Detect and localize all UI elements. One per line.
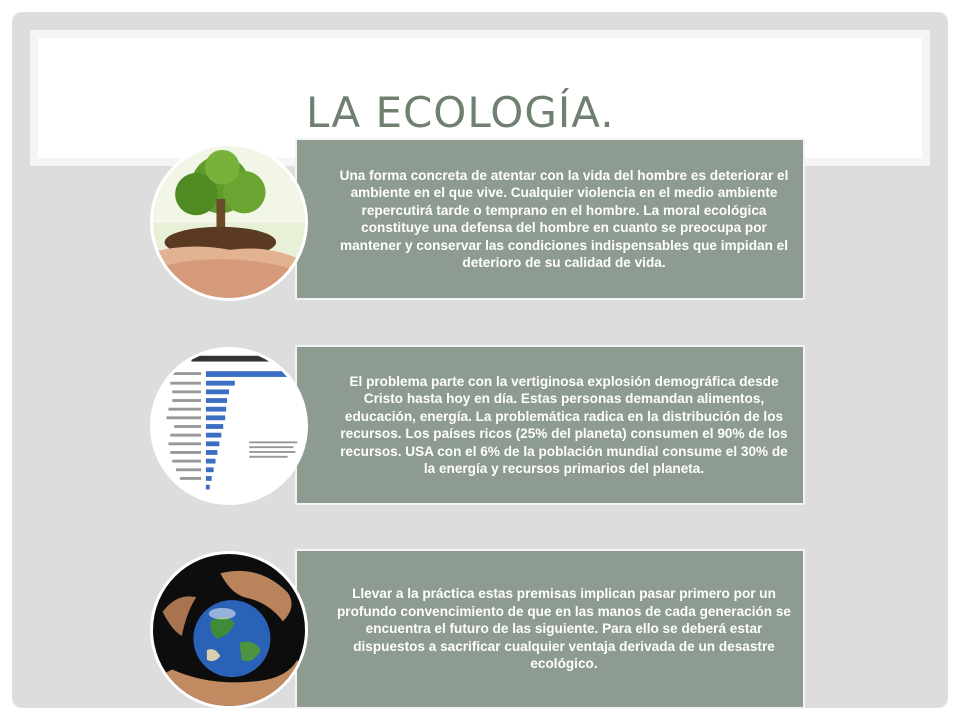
text-box-3: [295, 549, 805, 709]
slide-title: LA ECOLOGÍA.: [306, 88, 615, 137]
tree-in-hands-image: [150, 143, 308, 301]
bar-chart-icon: [153, 350, 305, 502]
text-box-1: [295, 138, 805, 300]
text-box-3-text: Llevar a la práctica estas premisas implican pasar primero por un profundo convencimiento de que en las manos de cada generación se encuentra el futuro de las siguiente. Para ello se deberá estar dispuestos a sacrificar cualquier ventaja derivada de un desastre ecológico.: [337, 586, 791, 672]
bar-chart-image: [150, 347, 308, 505]
text-box-2: [295, 345, 805, 505]
text-box-1-text: Una forma concreta de atentar con la vida del hombre es deteriorar el ambiente en el que vive. Cualquier violencia en el medio ambiente repercutirá tarde o temprano en el hombre. La moral ecológica constituye una defensa del hombre en cuanto se preocupa por mantener y conservar las condiciones indispensables que impidan el deterioro de su calidad de vida.: [339, 167, 789, 270]
globe-in-hands-image: [150, 551, 308, 709]
globe-in-hands-icon: [153, 554, 305, 706]
tree-in-hands-icon: [153, 146, 305, 298]
text-box-2-text: El problema parte con la vertiginosa explosión demográfica desde Cristo hasta hoy en día. Estas personas demandan alimentos, educación, energía. La problemática radica en la distribución de los recursos. Los países ricos (25% del planeta) consumen el 90% de los recursos. USA con el 6% de la población mundial consume el 30% de la energía y recursos primarios del planeta.: [340, 373, 788, 476]
